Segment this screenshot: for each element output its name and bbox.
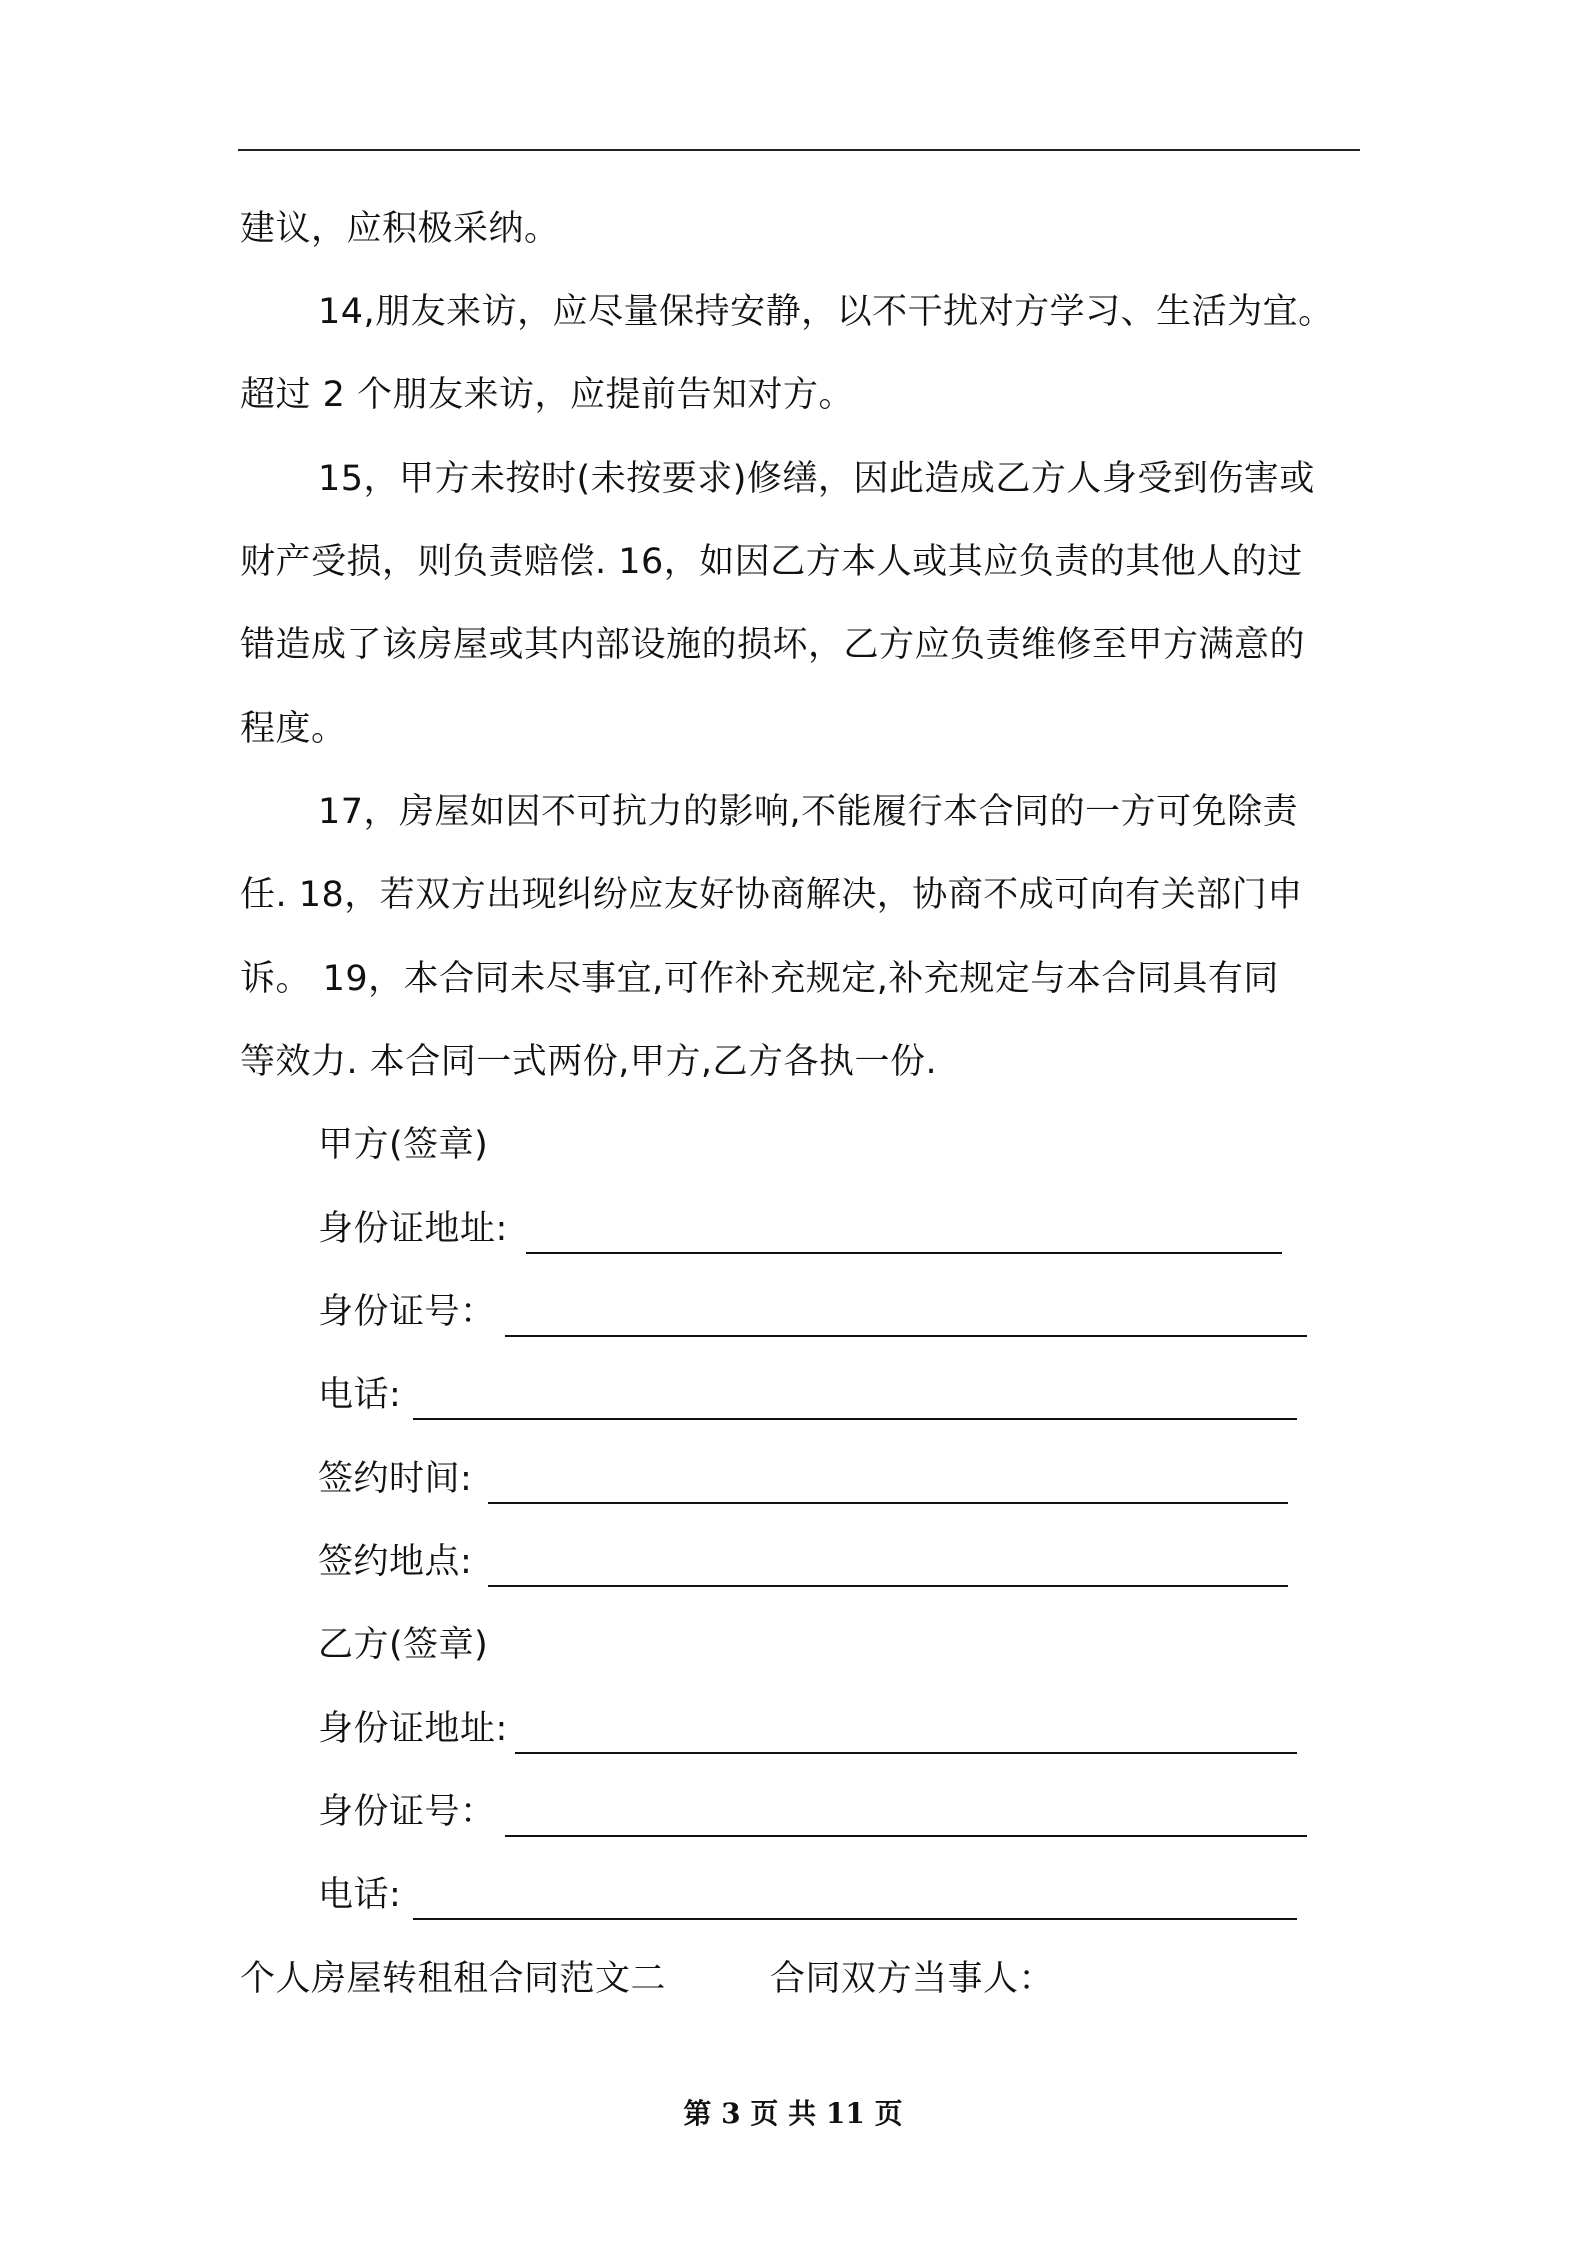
party-a-sign-place-label: 签约地点: <box>318 1542 473 1582</box>
section-subtitle: 合同双方当事人： <box>770 1959 1055 1999</box>
paragraph-line: 程度。 <box>240 709 347 749</box>
party-a-id-number-label: 身份证号： <box>318 1292 496 1332</box>
party-a-id-number-field[interactable] <box>505 1335 1307 1337</box>
party-b-phone-label: 电话: <box>318 1875 402 1915</box>
paragraph-line: 任. 18，若双方出现纠纷应友好协商解决，协商不成可向有关部门申 <box>240 875 1303 915</box>
party-b-id-address-field[interactable] <box>515 1752 1297 1754</box>
party-b-id-number-field[interactable] <box>505 1835 1307 1837</box>
header-rule <box>238 149 1360 151</box>
party-a-title: 甲方(签章) <box>318 1125 489 1165</box>
party-b-id-number-label: 身份证号： <box>318 1792 496 1832</box>
paragraph-line: 诉。 19，本合同未尽事宜,可作补充规定,补充规定与本合同具有同 <box>240 959 1279 999</box>
paragraph-line: 财产受损，则负责赔偿. 16，如因乙方本人或其应负责的其他人的过 <box>240 542 1303 582</box>
paragraph-line: 14,朋友来访，应尽量保持安静，以不干扰对方学习、生活为宜。 <box>318 292 1334 332</box>
paragraph-line: 建议，应积极采纳。 <box>240 209 560 249</box>
paragraph-line: 等效力. 本合同一式两份,甲方,乙方各执一份. <box>240 1042 938 1082</box>
party-b-id-address-label: 身份证地址: <box>318 1709 508 1749</box>
paragraph-line: 超过 2 个朋友来访，应提前告知对方。 <box>240 375 855 415</box>
party-a-phone-field[interactable] <box>413 1418 1297 1420</box>
party-b-title: 乙方(签章) <box>318 1625 489 1665</box>
party-a-id-address-label: 身份证地址: <box>318 1209 508 1249</box>
section-title: 个人房屋转租租合同范文二 <box>240 1959 667 1999</box>
party-a-phone-label: 电话: <box>318 1375 402 1415</box>
party-a-sign-time-label: 签约时间: <box>318 1459 473 1499</box>
page-number-footer: 第 3 页 共 11 页 <box>683 2097 903 2130</box>
party-b-phone-field[interactable] <box>413 1918 1297 1920</box>
party-a-id-address-field[interactable] <box>526 1252 1282 1254</box>
party-a-sign-time-field[interactable] <box>488 1502 1288 1504</box>
paragraph-line: 错造成了该房屋或其内部设施的损坏，乙方应负责维修至甲方满意的 <box>240 625 1306 665</box>
party-a-sign-place-field[interactable] <box>488 1585 1288 1587</box>
paragraph-line: 15，甲方未按时(未按要求)修缮，因此造成乙方人身受到伤害或 <box>318 459 1315 499</box>
paragraph-line: 17，房屋如因不可抗力的影响,不能履行本合同的一方可免除责 <box>318 792 1299 832</box>
